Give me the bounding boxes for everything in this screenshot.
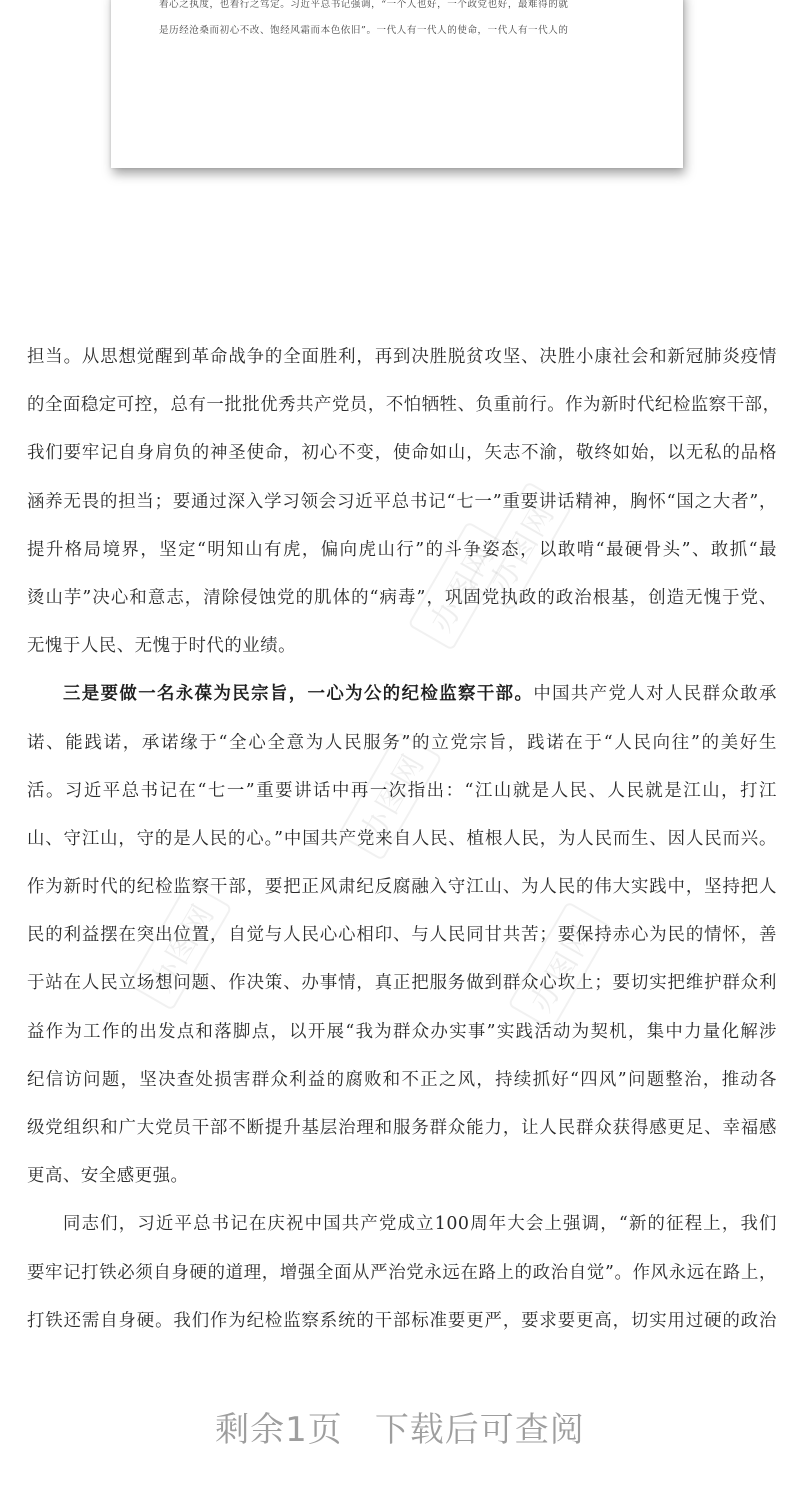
text-line: 打铁还需自身硬。我们作为纪检监察系统的干部标准要更严，要求要更高，切实用过硬的政治 — [27, 1310, 777, 1331]
text-line: 要牢记打铁必须自身硬的道理，增强全面从严治党永远在路上的政治自觉”。作风永远在路上， — [27, 1262, 777, 1283]
text-line: 活。习近平总书记在“七一”重要讲话中再一次指出：“江山就是人民、人民就是江山，打江 — [27, 780, 777, 801]
text-line: 诺、能践诺，承诺缘于“全心全意为人民服务”的立党宗旨，践诺在于“人民向往”的美好生 — [27, 732, 777, 753]
text-line: 提升格局境界，坚定“明知山有虎，偏向虎山行”的斗争姿态，以敢啃“最硬骨头”、敢抓“最 — [27, 539, 777, 560]
watermark: 办图网 — [507, 901, 612, 1031]
preview-line: 是历经沧桑而初心不改、饱经风霜而本色依旧”。一代人有一代人的使命，一代人有一代人的 — [159, 25, 569, 36]
previous-page-preview — [111, 0, 683, 168]
document-body — [27, 340, 781, 1352]
text-line: 的全面稳定可控，总有一批批优秀共产党员，不怕牺牲、负重前行。作为新时代纪检监察干部， — [27, 395, 781, 416]
preview-line: 着心之执度，也着行之笃定。习近平总书记强调，“一个人也好，一个政党也好，最难得的就 — [159, 0, 569, 10]
watermark: 办图网 — [467, 481, 572, 611]
text-line: 烫山芋”决心和意志，清除侵蚀党的肌体的“病毒”，巩固党执政的政治根基，创造无愧于党、 — [27, 587, 777, 608]
text-line: 于站在人民立场想问题、作决策、办事情，真正把服务做到群众心坎上；要切实把维护群众利 — [27, 973, 777, 994]
paragraph-heading-line — [27, 677, 777, 725]
download-prompt[interactable] — [0, 1402, 800, 1451]
watermark: 办图网 — [127, 881, 232, 1011]
text-line: 更高、安全感更强。 — [27, 1166, 189, 1187]
download-hint-label: 下载后可查阅 — [374, 1410, 585, 1450]
remaining-pages-label: 剩余1页 — [215, 1410, 343, 1450]
section-heading: 三是要做一名永葆为民宗旨，一心为公的纪检监察干部。 — [63, 684, 534, 705]
text-line: 担当。从思想觉醒到革命战争的全面胜利，再到决胜脱贫攻坚、决胜小康社会和新冠肺炎疫情 — [27, 347, 777, 367]
text-span: 中国共产党人对人民群众敢承 — [533, 684, 777, 705]
text-line: 纪信访问题，坚决查处损害群众利益的腐败和不正之风，持续抓好“四风”问题整治，推动各 — [27, 1069, 777, 1090]
text-line: 益作为工作的出发点和落脚点，以开展“我为群众办实事”实践活动为契机，集中力量化解涉 — [27, 1021, 777, 1042]
text-line: 我们要牢记自身肩负的神圣使命，初心不变，使命如山，矢志不渝，敬终如始，以无私的品格 — [27, 443, 777, 464]
text-line: 级党组织和广大党员干部不断提升基层治理和服务群众能力，让人民群众获得感更足、幸福感 — [27, 1118, 777, 1138]
text-line: 山、守江山，守的是人民的心。”中国共产党来自人民、植根人民，为人民而生、因人民而兴。 — [27, 828, 777, 849]
text-line: 民的利益摆在突出位置，自觉与人民心心相印、与人民同甘共苦；要保持赤心为民的情怀，善 — [27, 925, 777, 946]
text-line: 无愧于人民、无愧于时代的业绩。 — [27, 636, 297, 657]
text-line: 同志们，习近平总书记在庆祝中国共产党成立100周年大会上强调，“新的征程上，我们 — [63, 1214, 777, 1235]
text-line: 涵养无畏的担当；要通过深入学习领会习近平总书记“七一”重要讲话精神，胸怀“国之大者”， — [27, 491, 777, 512]
watermark: 办图网 — [407, 521, 512, 651]
watermark: 办图网 — [337, 731, 442, 861]
text-line: 作为新时代的纪检监察干部，要把正风肃纪反腐融入守江山、为人民的伟大实践中，坚持把人 — [27, 877, 777, 898]
